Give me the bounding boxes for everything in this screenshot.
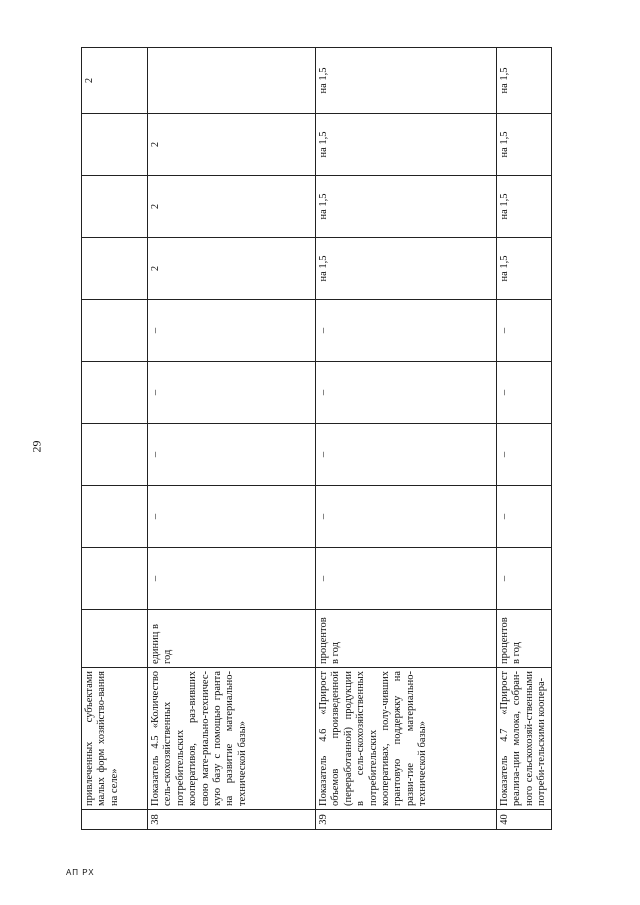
footer-mark: АП РХ [66, 868, 95, 877]
value-cell: – [148, 424, 316, 486]
value-cell: на 1,5 [497, 48, 552, 114]
indicator-name: привлеченных субъектами малых форм хозяйство-вания на селе» [82, 668, 148, 810]
value-cell: 2 [82, 48, 148, 114]
value-cell: на 1,5 [497, 176, 552, 238]
row-number: 40 [497, 810, 552, 830]
value-cell: – [497, 300, 552, 362]
indicators-table [81, 47, 552, 830]
value-cell: 2 [148, 176, 316, 238]
row-number [82, 810, 148, 830]
value-cell: на 1,5 [316, 114, 497, 176]
value-cell [82, 548, 148, 610]
row-number: 38 [148, 810, 316, 830]
table-frame [81, 48, 548, 830]
value-cell: – [148, 362, 316, 424]
value-cell: на 1,5 [497, 238, 552, 300]
table-row [82, 48, 148, 830]
unit [82, 610, 148, 668]
value-cell: на 1,5 [316, 238, 497, 300]
value-cell: – [316, 424, 497, 486]
value-cell [82, 424, 148, 486]
value-cell [82, 362, 148, 424]
value-cell: – [497, 362, 552, 424]
value-cell [82, 300, 148, 362]
value-cell: на 1,5 [316, 176, 497, 238]
value-cell: 2 [148, 114, 316, 176]
table-row [148, 48, 316, 830]
value-cell: на 1,5 [316, 48, 497, 114]
value-cell: на 1,5 [497, 114, 552, 176]
unit: единиц в год [148, 610, 316, 668]
value-cell: – [497, 486, 552, 548]
value-cell [82, 176, 148, 238]
value-cell: – [148, 486, 316, 548]
indicator-name: Показатель 4.5 «Количество сель-скохозяйственных потребительских кооперативов, раз-вивших свою мате-риально-техничес-кую базу с помощью гранта на развитие материально-технической базы» [148, 668, 316, 810]
indicator-name: Показатель 4.6 «Прирост объемов произведенной (переработанной) продукции в сель-скохозяйственных потребительских кооперативах, полу-чивших грантовую поддержку на разви-тие материально-технической базы» [316, 668, 497, 810]
value-cell: – [316, 486, 497, 548]
unit: процентов в год [316, 610, 497, 668]
row-number: 39 [316, 810, 497, 830]
value-cell: – [497, 424, 552, 486]
value-cell: – [316, 548, 497, 610]
table-row [497, 48, 552, 830]
value-cell: 2 [148, 238, 316, 300]
value-cell [82, 114, 148, 176]
table-row [316, 48, 497, 830]
value-cell: – [316, 362, 497, 424]
unit: процентов в год [497, 610, 552, 668]
value-cell: – [148, 548, 316, 610]
rotated-table-container [81, 48, 548, 830]
indicator-name: Показатель 4.7 «Прирост реализа-ции молока, собран-ного сельскохозяй-ственными потреби-тельскими коопера- [497, 668, 552, 810]
value-cell [148, 48, 316, 114]
value-cell: – [316, 300, 497, 362]
page-number: 29 [29, 440, 44, 453]
value-cell [82, 486, 148, 548]
value-cell [82, 238, 148, 300]
value-cell: – [148, 300, 316, 362]
value-cell: – [497, 548, 552, 610]
